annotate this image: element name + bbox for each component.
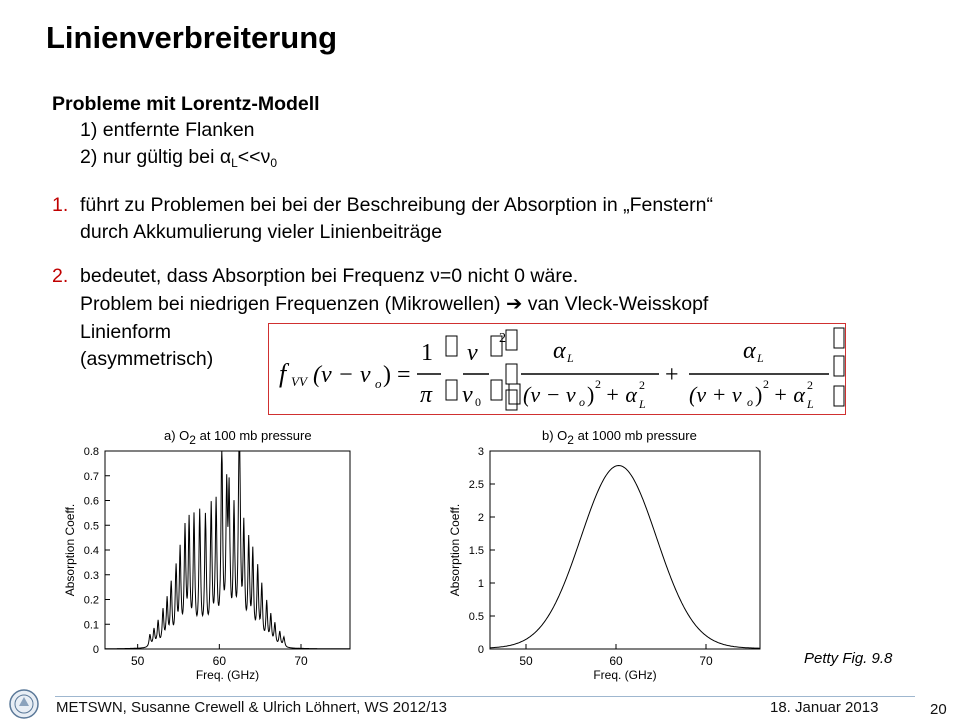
formula-plus: + — [665, 362, 679, 388]
chart-a-ytick-label: 0.6 — [83, 495, 99, 508]
chart-b-xtick-label: 70 — [699, 654, 713, 668]
footer-course: METSWN, Susanne Crewell & Ulrich Löhnert, WS 2012/13 — [56, 699, 447, 716]
chart-b-ytick-label: 2 — [477, 512, 484, 524]
chart-b-ytick-label: 0 — [477, 644, 484, 656]
chart-b-ylabel: Absorption Coeff. — [448, 503, 462, 597]
formula-den-1-sub: o — [579, 395, 585, 409]
formula-exponent: 2 — [499, 331, 506, 346]
formula-den-1-alpha: + α — [605, 382, 637, 407]
formula-den-1-alpha-sub: L — [639, 397, 646, 411]
chart-a — [60, 445, 360, 685]
van-vleck-weisskopf-formula — [268, 323, 846, 415]
chart-a-xlabel: Freq. (GHz) — [195, 668, 260, 682]
formula-one: 1 — [421, 340, 433, 366]
formula-den-1-alpha-sup: 2 — [639, 378, 645, 392]
item-1 — [52, 193, 68, 217]
formula-alpha-2: α — [743, 338, 756, 364]
chart-a-ytick-label: 0.4 — [83, 545, 99, 557]
formula-den-2-alpha: + α — [773, 382, 805, 407]
formula-alpha-1-sub: L — [567, 351, 574, 365]
chart-b-series-line — [490, 466, 760, 649]
chart-a-xtick-label: 60 — [212, 654, 227, 668]
sub-item-1: 1) entfernte Flanken — [80, 119, 255, 141]
chart-b-ytick-label: 2.5 — [468, 479, 484, 491]
formula-den-2-alpha-sup: 2 — [807, 378, 813, 392]
formula-f-sub: VV — [291, 374, 307, 389]
chart-a-ytick-label: 0.1 — [83, 619, 99, 632]
formula-lhs-arg-sub: o — [375, 376, 382, 391]
item-2-line-1: bedeutet, dass Absorption bei Frequenz ν=0 nicht 0 wäre. — [80, 265, 579, 287]
chart-a-ylabel: Absorption Coeff. — [63, 503, 77, 597]
figure-credit: Petty Fig. 9.8 — [804, 650, 893, 667]
item-1-number: 1. — [52, 194, 69, 216]
chart-b-frame — [490, 451, 760, 649]
section-heading: Probleme mit Lorentz-Modell — [52, 93, 320, 115]
formula-lhs-close: ) = — [383, 362, 411, 388]
university-seal-icon — [8, 688, 40, 720]
formula-f: f — [279, 359, 287, 388]
formula-alpha-1: α — [553, 338, 566, 364]
item-1-line-1: führt zu Problemen bei bei der Beschreibung der Absorption in „Fenstern“ — [80, 194, 714, 216]
formula-alpha-2-sub: L — [757, 351, 764, 365]
chart-b-title: b) $O_2$ at 1000 mb pressure — [542, 428, 697, 447]
formula-den-2-close: ) — [755, 382, 763, 407]
item-1-line-2: durch Akkumulierung vieler Linienbeiträge — [80, 221, 443, 243]
chart-b — [445, 445, 775, 685]
footer-divider — [55, 696, 915, 697]
chart-b-xtick-label: 60 — [609, 654, 623, 668]
formula-den-2-sq: 2 — [763, 377, 769, 391]
sub-item-2: 2) nur gültig bei $\alpha_L<<\nu_0$ — [80, 146, 278, 170]
formula-nu-den-sub: 0 — [475, 395, 481, 409]
formula-den-1-close: ) — [587, 382, 595, 407]
item-2-line-4: (asymmetrisch) — [80, 348, 214, 370]
chart-b-ytick-label: 0.5 — [468, 611, 484, 623]
chart-a-ytick-label: 0.8 — [83, 446, 99, 458]
item-2-line-2: Problem bei niedrigen Frequenzen (Mikrowellen) ➔ van Vleck-Weisskopf — [80, 293, 709, 315]
formula-den-1-sq: 2 — [595, 377, 601, 391]
slide-title: Linienverbreiterung — [46, 20, 338, 55]
chart-a-series-line — [105, 451, 350, 649]
chart-a-xtick-label: 70 — [294, 654, 308, 668]
formula-nu-den: ν — [462, 382, 473, 408]
chart-b-xlabel: Freq. (GHz) — [593, 668, 657, 682]
chart-b-ytick-label: 1 — [477, 578, 484, 590]
chart-a-ytick-label: 0.5 — [83, 520, 99, 533]
formula-pi: π — [420, 382, 433, 408]
chart-a-title: a) $O_2$ at 100 mb pressure — [164, 428, 312, 447]
formula-den-1-left: (ν − ν — [523, 382, 576, 407]
chart-a-ytick-label: 0.7 — [83, 470, 99, 483]
chart-a-ytick-label: 0 — [92, 644, 99, 656]
item-2-line-3: Linienform — [80, 321, 172, 343]
formula-nu-num: ν — [467, 340, 478, 366]
chart-a-xtick-label: 50 — [130, 654, 145, 668]
formula-den-2-left: (ν + ν — [689, 382, 742, 407]
chart-a-ytick-label: 0.3 — [83, 569, 99, 582]
chart-b-ytick-label: 3 — [477, 446, 484, 458]
chart-b-ytick-label: 1.5 — [468, 545, 484, 557]
formula-den-2-alpha-sub: L — [807, 397, 814, 411]
formula-den-2-sub: o — [747, 395, 753, 409]
footer-page-number: 20 — [930, 701, 947, 718]
item-2 — [52, 264, 68, 288]
footer-date: 18. Januar 2013 — [770, 699, 879, 716]
item-2-number: 2. — [52, 265, 69, 287]
chart-b-xtick-label: 50 — [519, 654, 533, 668]
chart-a-ytick-label: 0.2 — [83, 594, 99, 607]
formula-lhs-arg: (ν − ν — [313, 362, 371, 388]
chart-a-frame — [105, 451, 350, 649]
